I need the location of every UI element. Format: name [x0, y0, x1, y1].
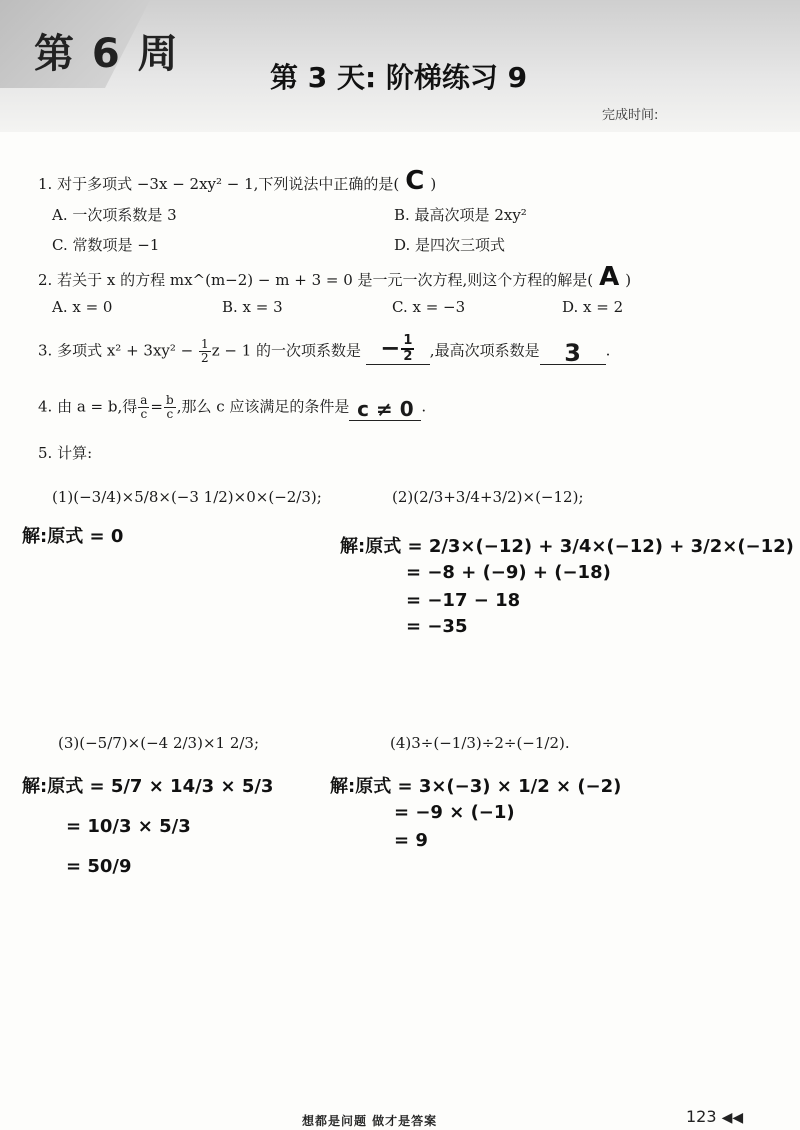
q4-stem: 4. 由 a = b,得 $\frac{a}{c}$ = $\frac{b}{c}$ ,那么 c 应该满足的条件是 c ≠ 0 . — [38, 393, 427, 421]
q5-solution-2-line-3: = −17 − 18 — [406, 590, 521, 611]
q2-option-b: B. x = 3 — [222, 298, 283, 316]
q5-solution-4-line-2: = −9 × (−1) — [394, 802, 515, 823]
page-arrow-icon: ◀◀ — [721, 1110, 744, 1126]
q2-option-d: D. x = 2 — [562, 298, 624, 316]
q4-fraction-b: $\frac{b}{c}$ — [166, 393, 174, 421]
q5-solution-3-line-1: 解:原式 = 5/7 × 14/3 × 5/3 — [22, 776, 274, 797]
q5-solution-1-line-1: 解:原式 = 0 — [22, 526, 124, 547]
q1-option-a: A. 一次项系数是 3 — [52, 206, 177, 224]
q5-solution-2-line-2: = −8 + (−9) + (−18) — [406, 562, 611, 583]
q5-problem-4: (4)3÷(−1/3)÷2÷(−1/2). — [390, 734, 570, 752]
week-label: 第 6 周 — [34, 31, 180, 77]
q3-stem: 3. 多项式 x² + 3xy² − $\frac{1}{2}$ z − 1 的一次项系数是 − $\frac{1}{2}$ ,最高次项系数是 3 . — [38, 333, 611, 367]
q2-stem: 2. 若关于 x 的方程 mx^(m−2) − m + 3 = 0 是一元一次方程,则这个方程的解是( A ) — [38, 262, 632, 292]
q1-stem: 1. 对于多项式 −3x − 2xy² − 1,下列说法中正确的是( C ) — [38, 166, 437, 196]
q2-answer: A — [599, 262, 620, 292]
q5-solution-4-line-3: = 9 — [394, 830, 428, 851]
q5-problem-1: (1)(−3/4)×5/8×(−3 1/2)×0×(−2/3); — [52, 488, 322, 506]
q1-answer: C — [405, 166, 425, 196]
q5-problem-2: (2)(2/3+3/4+3/2)×(−12); — [392, 488, 584, 506]
q5-solution-3-line-3: = 50/9 — [66, 856, 132, 877]
day-title: 第 3 天: 阶梯练习 9 — [270, 61, 528, 94]
q1-option-b: B. 最高次项是 2xy² — [394, 206, 527, 224]
q3-blank-highest-coefficient: 3 — [540, 342, 606, 365]
q3-blank-linear-coefficient: − $\frac{1}{2}$ — [366, 334, 430, 365]
q5-solution-3-line-2: = 10/3 × 5/3 — [66, 816, 191, 837]
q5-solution-4-line-1: 解:原式 = 3×(−3) × 1/2 × (−2) — [330, 776, 622, 797]
q4-blank-condition: c ≠ 0 — [349, 398, 421, 421]
footer-motto: 想都是问题 做才是答案 — [302, 1114, 438, 1128]
q4-fraction-a: $\frac{a}{c}$ — [140, 393, 148, 421]
q1-option-c: C. 常数项是 −1 — [52, 236, 160, 254]
q5-solution-2-line-1: 解:原式 = 2/3×(−12) + 3/4×(−12) + 3/2×(−12) — [340, 536, 794, 557]
q3-fraction: $\frac{1}{2}$ — [201, 337, 209, 365]
q5-solution-2-line-4: = −35 — [406, 616, 468, 637]
q5-problem-3: (3)(−5/7)×(−4 2/3)×1 2/3; — [58, 734, 260, 752]
q5-label: 5. 计算: — [38, 444, 93, 462]
q2-option-c: C. x = −3 — [392, 298, 466, 316]
q2-option-a: A. x = 0 — [52, 298, 113, 316]
completion-time-label: 完成时间: — [602, 108, 659, 123]
page-number: 123 ◀◀ — [686, 1107, 744, 1126]
q1-option-d: D. 是四次三项式 — [394, 236, 506, 254]
